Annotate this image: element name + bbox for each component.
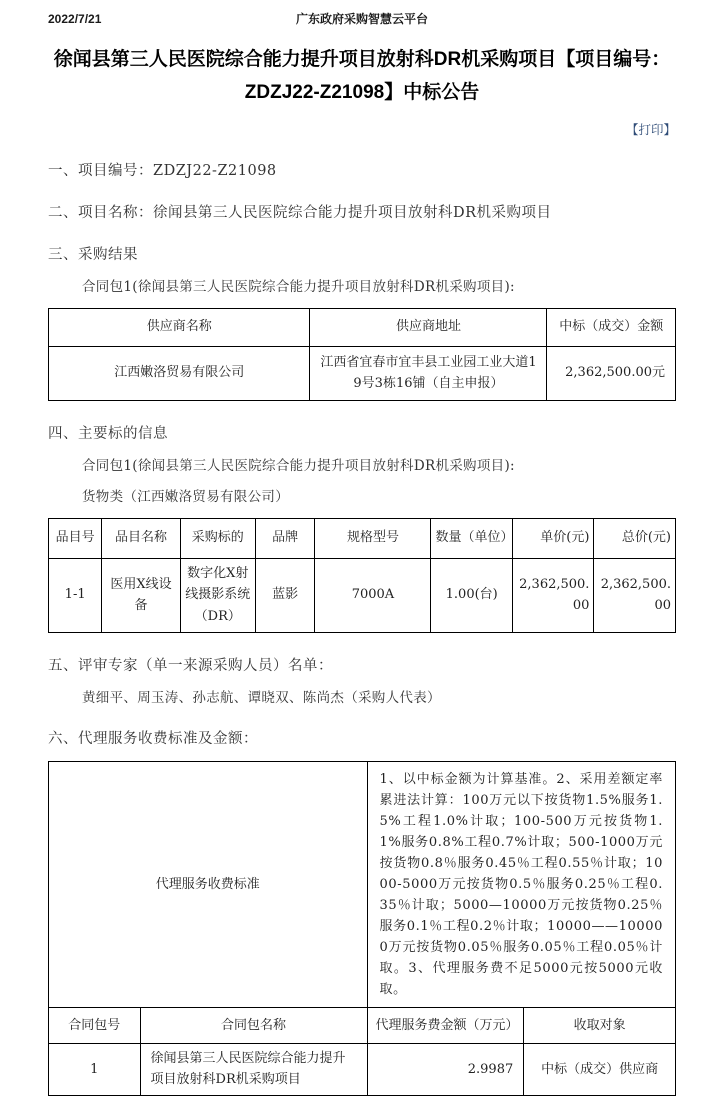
- col-item-name: 品目名称: [102, 518, 180, 558]
- col-supplier-name: 供应商名称: [49, 308, 310, 346]
- agency-fee-table: [48, 761, 676, 1096]
- supplier-table-row: [49, 346, 676, 400]
- col-fee-payer: 收取对象: [524, 1008, 676, 1044]
- supplier-table: [48, 308, 676, 401]
- award-amount: 2,362,500.00元: [547, 346, 676, 400]
- supplier-address: 江西省宜春市宜丰县工业园工业大道19号3栋16铺（自主申报）: [310, 346, 547, 400]
- col-fee-amount: 代理服务费金额（万元）: [367, 1008, 524, 1044]
- col-total-price: 总价(元): [594, 518, 676, 558]
- subject-category-line: 货物类（江西嫩洛贸易有限公司）: [82, 488, 289, 505]
- browser-print-header: [48, 0, 676, 27]
- section-heading-agency-fee: 六、代理服务收费标准及金额：: [48, 730, 258, 747]
- fee-table-row: [49, 1044, 676, 1096]
- section-heading-subject: 四、主要标的信息: [48, 425, 168, 442]
- supplier-table-header-row: [49, 308, 676, 346]
- fee-standard-text: 1、以中标金额为计算基准。2、采用差额定率累进法计算：100万元以下按货物1.5%服务1.5%工程1.0%计取；100-500万元按货物1.1%服务0.8%工程0.7%计取；500-1000万元按货物0.8％服务0.45％工程0.55％计取；1000-5000万元按货物0.5％服务0.25％工程0.35％计取；5000—10000万元按货物0.25％服务0.1％工程0.2％计取；10000——100000万元按货物0.05％服务0.05％工程0.05％计取。3、代理服务费不足5000元按5000元收取。: [367, 761, 676, 1008]
- col-brand: 品牌: [255, 518, 315, 558]
- subject-package-line: 合同包1(徐闻县第三人民医院综合能力提升项目放射科DR机采购项目):: [82, 457, 515, 474]
- subject-table-header-row: [49, 518, 676, 558]
- package-no: 1: [49, 1044, 141, 1096]
- section-heading-experts: 五、评审专家（单一来源采购人员）名单：: [48, 657, 333, 674]
- section-heading-project-name: 二、项目名称：徐闻县第三人民医院综合能力提升项目放射科DR机采购项目: [48, 204, 552, 221]
- fee-payer: 中标（成交）供应商: [524, 1044, 676, 1096]
- brand: 蓝影: [255, 558, 315, 632]
- col-award-amount: 中标（成交）金额: [547, 308, 676, 346]
- col-quantity: 数量（单位）: [431, 518, 513, 558]
- platform-name: 广东政府采购智慧云平台: [295, 12, 428, 26]
- unit-price: 2,362,500.00: [512, 558, 594, 632]
- item-name: 医用X线设备: [102, 558, 180, 632]
- subject-table: [48, 518, 676, 633]
- print-date: 2022/7/21: [48, 11, 102, 26]
- supplier-name: 江西嫩洛贸易有限公司: [49, 346, 310, 400]
- col-spec-model: 规格型号: [315, 518, 431, 558]
- col-supplier-address: 供应商地址: [310, 308, 547, 346]
- section-heading-result: 三、采购结果: [48, 246, 138, 263]
- fee-standard-row: [49, 761, 676, 1008]
- fee-amount: 2.9987: [367, 1044, 524, 1096]
- fee-standard-label: 代理服务收费标准: [49, 761, 368, 1008]
- col-unit-price: 单价(元): [512, 518, 594, 558]
- experts-names-line: 黄细平、周玉涛、孙志航、谭晓双、陈尚杰（采购人代表）: [82, 689, 441, 706]
- package-name: 徐闻县第三人民医院综合能力提升项目放射科DR机采购项目: [140, 1044, 367, 1096]
- result-package-line: 合同包1(徐闻县第三人民医院综合能力提升项目放射科DR机采购项目):: [82, 278, 515, 295]
- page-title: 徐闻县第三人民医院综合能力提升项目放射科DR机采购项目【项目编号：ZDZJ22-Z21098】中标公告: [53, 49, 671, 104]
- quantity: 1.00(台): [431, 558, 513, 632]
- fee-table-header-row: [49, 1008, 676, 1044]
- total-price: 2,362,500.00: [594, 558, 676, 632]
- col-item-no: 品目号: [49, 518, 102, 558]
- col-package-name: 合同包名称: [140, 1008, 367, 1044]
- section-heading-project-number: 一、项目编号：ZDZJ22-Z21098: [48, 162, 277, 179]
- print-button-row: [48, 120, 676, 138]
- procure-target: 数字化X射线摄影系统（DR）: [180, 558, 255, 632]
- subject-table-row: [49, 558, 676, 632]
- print-button[interactable]: 【打印】: [625, 121, 676, 137]
- item-no: 1-1: [49, 558, 102, 632]
- col-procure-target: 采购标的: [180, 518, 255, 558]
- col-package-no: 合同包号: [49, 1008, 141, 1044]
- spec-model: 7000A: [315, 558, 431, 632]
